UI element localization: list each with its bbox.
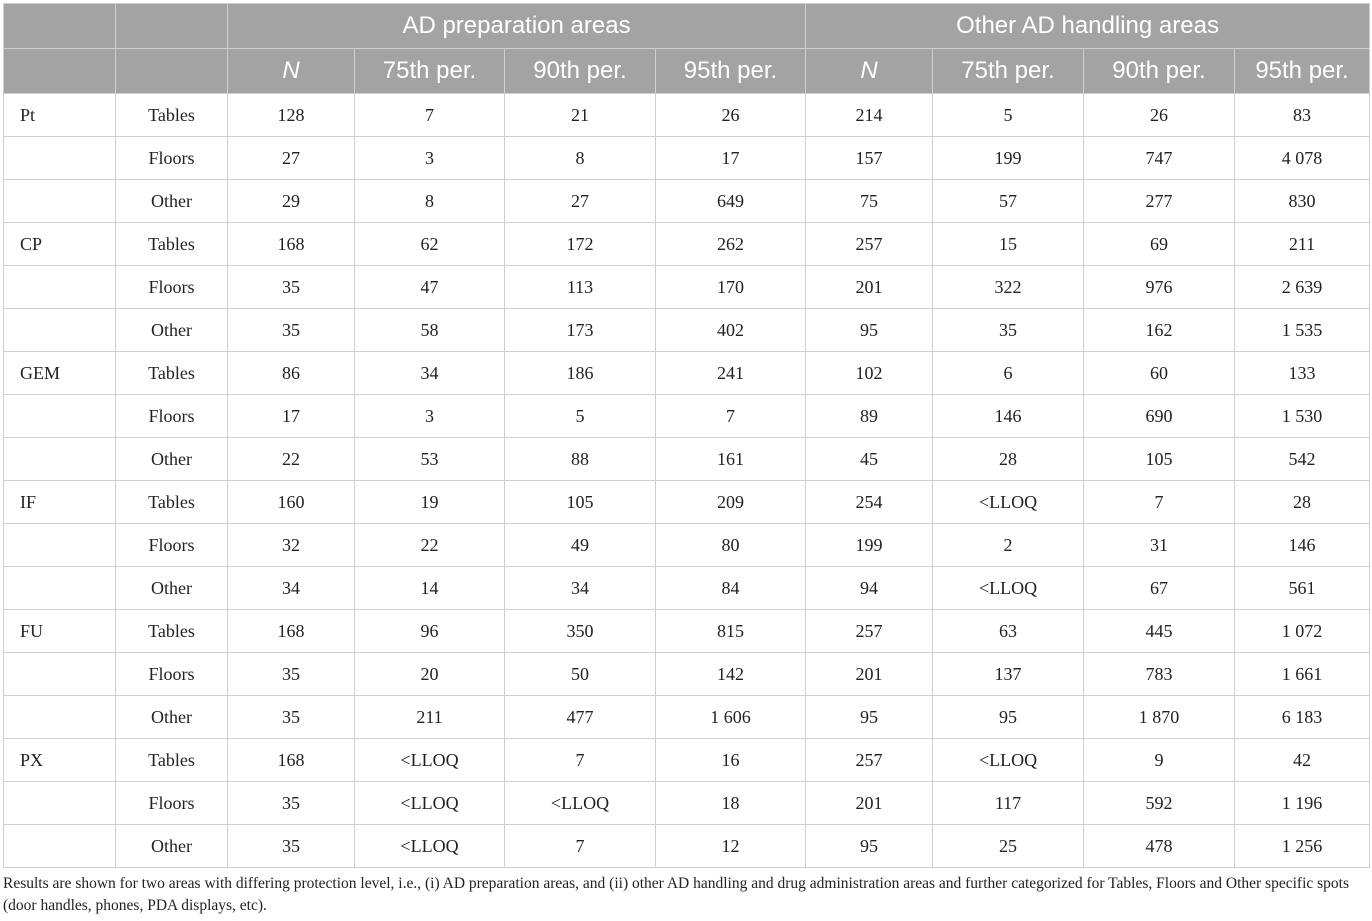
value-cell: 168 <box>228 223 355 266</box>
category-cell: Floors <box>116 524 228 567</box>
value-cell: 976 <box>1084 266 1235 309</box>
column-header-75th: 75th per. <box>933 49 1084 94</box>
value-cell: 133 <box>1235 352 1370 395</box>
value-cell: 16 <box>656 739 806 782</box>
compound-cell: PX <box>4 739 116 782</box>
value-cell: 1 606 <box>656 696 806 739</box>
table-row <box>4 782 1370 825</box>
value-cell: 50 <box>505 653 656 696</box>
category-cell: Floors <box>116 266 228 309</box>
value-cell: 137 <box>933 653 1084 696</box>
value-cell: 18 <box>656 782 806 825</box>
header-blank-cell <box>116 4 228 49</box>
header-group-row <box>4 4 1370 49</box>
value-cell: 75 <box>806 180 933 223</box>
value-cell: 7 <box>505 739 656 782</box>
table-row <box>4 739 1370 782</box>
value-cell: 214 <box>806 94 933 137</box>
table-row <box>4 352 1370 395</box>
value-cell: 1 256 <box>1235 825 1370 868</box>
results-table-container <box>3 3 1369 868</box>
value-cell: 9 <box>1084 739 1235 782</box>
table-body <box>4 94 1370 868</box>
value-cell: 102 <box>806 352 933 395</box>
column-header-n: N <box>806 49 933 94</box>
value-cell: 211 <box>1235 223 1370 266</box>
value-cell: 690 <box>1084 395 1235 438</box>
value-cell: 6 <box>933 352 1084 395</box>
value-cell: 27 <box>505 180 656 223</box>
value-cell: 254 <box>806 481 933 524</box>
value-cell: 1 530 <box>1235 395 1370 438</box>
value-cell: 32 <box>228 524 355 567</box>
category-cell: Floors <box>116 782 228 825</box>
value-cell: 58 <box>355 309 505 352</box>
value-cell: 53 <box>355 438 505 481</box>
compound-cell <box>4 782 116 825</box>
value-cell: 199 <box>933 137 1084 180</box>
value-cell: 7 <box>1084 481 1235 524</box>
value-cell: 783 <box>1084 653 1235 696</box>
compound-cell <box>4 180 116 223</box>
value-cell: 84 <box>656 567 806 610</box>
value-cell: 478 <box>1084 825 1235 868</box>
compound-cell <box>4 137 116 180</box>
category-cell: Other <box>116 825 228 868</box>
value-cell: 26 <box>656 94 806 137</box>
table-row <box>4 438 1370 481</box>
header-blank-cell <box>4 4 116 49</box>
value-cell: 830 <box>1235 180 1370 223</box>
value-cell: 113 <box>505 266 656 309</box>
value-cell: 6 183 <box>1235 696 1370 739</box>
value-cell: 350 <box>505 610 656 653</box>
value-cell: 170 <box>656 266 806 309</box>
value-cell: 95 <box>806 825 933 868</box>
column-header-n: N <box>228 49 355 94</box>
value-cell: 649 <box>656 180 806 223</box>
value-cell: 7 <box>355 94 505 137</box>
value-cell: 95 <box>806 309 933 352</box>
value-cell: 402 <box>656 309 806 352</box>
value-cell: 7 <box>505 825 656 868</box>
value-cell: 25 <box>933 825 1084 868</box>
compound-cell <box>4 524 116 567</box>
value-cell: 8 <box>355 180 505 223</box>
value-cell: 168 <box>228 610 355 653</box>
value-cell: <LLOQ <box>355 739 505 782</box>
category-cell: Tables <box>116 610 228 653</box>
value-cell: 14 <box>355 567 505 610</box>
category-cell: Other <box>116 180 228 223</box>
table-row <box>4 180 1370 223</box>
category-cell: Other <box>116 309 228 352</box>
value-cell: 42 <box>1235 739 1370 782</box>
category-cell: Tables <box>116 481 228 524</box>
value-cell: 83 <box>1235 94 1370 137</box>
table-row <box>4 653 1370 696</box>
compound-cell <box>4 266 116 309</box>
value-cell: 57 <box>933 180 1084 223</box>
value-cell: <LLOQ <box>933 481 1084 524</box>
value-cell: 88 <box>505 438 656 481</box>
compound-cell: GEM <box>4 352 116 395</box>
table-row <box>4 567 1370 610</box>
value-cell: 22 <box>355 524 505 567</box>
value-cell: 3 <box>355 137 505 180</box>
value-cell: <LLOQ <box>505 782 656 825</box>
column-header-90th: 90th per. <box>1084 49 1235 94</box>
value-cell: <LLOQ <box>355 782 505 825</box>
value-cell: 95 <box>806 696 933 739</box>
value-cell: 63 <box>933 610 1084 653</box>
table-row <box>4 94 1370 137</box>
table-row <box>4 610 1370 653</box>
value-cell: 257 <box>806 739 933 782</box>
value-cell: 34 <box>505 567 656 610</box>
value-cell: 94 <box>806 567 933 610</box>
value-cell: 26 <box>1084 94 1235 137</box>
table-row <box>4 481 1370 524</box>
value-cell: 160 <box>228 481 355 524</box>
value-cell: 209 <box>656 481 806 524</box>
value-cell: 105 <box>1084 438 1235 481</box>
group-header-ad-preparation: AD preparation areas <box>228 4 806 49</box>
value-cell: 1 072 <box>1235 610 1370 653</box>
value-cell: 201 <box>806 653 933 696</box>
table-row <box>4 266 1370 309</box>
value-cell: 29 <box>228 180 355 223</box>
value-cell: 49 <box>505 524 656 567</box>
value-cell: 45 <box>806 438 933 481</box>
table-row <box>4 309 1370 352</box>
value-cell: 5 <box>933 94 1084 137</box>
value-cell: 35 <box>228 266 355 309</box>
compound-cell: CP <box>4 223 116 266</box>
table-row <box>4 524 1370 567</box>
compound-cell: IF <box>4 481 116 524</box>
value-cell: 34 <box>228 567 355 610</box>
value-cell: 168 <box>228 739 355 782</box>
value-cell: 747 <box>1084 137 1235 180</box>
value-cell: 96 <box>355 610 505 653</box>
value-cell: 31 <box>1084 524 1235 567</box>
value-cell: 7 <box>656 395 806 438</box>
group-header-other-ad-handling: Other AD handling areas <box>806 4 1370 49</box>
value-cell: 201 <box>806 782 933 825</box>
value-cell: 815 <box>656 610 806 653</box>
value-cell: 445 <box>1084 610 1235 653</box>
value-cell: 35 <box>228 825 355 868</box>
value-cell: 69 <box>1084 223 1235 266</box>
value-cell: 201 <box>806 266 933 309</box>
value-cell: 142 <box>656 653 806 696</box>
value-cell: 95 <box>933 696 1084 739</box>
column-header-90th: 90th per. <box>505 49 656 94</box>
value-cell: 592 <box>1084 782 1235 825</box>
value-cell: 128 <box>228 94 355 137</box>
value-cell: 35 <box>933 309 1084 352</box>
value-cell: 8 <box>505 137 656 180</box>
value-cell: <LLOQ <box>933 567 1084 610</box>
results-table <box>3 3 1370 868</box>
value-cell: 35 <box>228 782 355 825</box>
value-cell: 241 <box>656 352 806 395</box>
value-cell: 3 <box>355 395 505 438</box>
compound-cell: FU <box>4 610 116 653</box>
category-cell: Other <box>116 696 228 739</box>
value-cell: 1 870 <box>1084 696 1235 739</box>
compound-cell <box>4 696 116 739</box>
value-cell: 162 <box>1084 309 1235 352</box>
category-cell: Floors <box>116 137 228 180</box>
compound-cell <box>4 567 116 610</box>
value-cell: 34 <box>355 352 505 395</box>
value-cell: 89 <box>806 395 933 438</box>
value-cell: 12 <box>656 825 806 868</box>
value-cell: 1 196 <box>1235 782 1370 825</box>
category-cell: Tables <box>116 94 228 137</box>
value-cell: 35 <box>228 309 355 352</box>
compound-cell <box>4 825 116 868</box>
value-cell: 60 <box>1084 352 1235 395</box>
header-column-row <box>4 49 1370 94</box>
column-header-95th: 95th per. <box>656 49 806 94</box>
value-cell: 1 535 <box>1235 309 1370 352</box>
category-cell: Other <box>116 438 228 481</box>
value-cell: 561 <box>1235 567 1370 610</box>
value-cell: 211 <box>355 696 505 739</box>
value-cell: 86 <box>228 352 355 395</box>
category-cell: Tables <box>116 223 228 266</box>
compound-cell <box>4 438 116 481</box>
table-header <box>4 4 1370 94</box>
value-cell: 105 <box>505 481 656 524</box>
table-row <box>4 395 1370 438</box>
value-cell: 322 <box>933 266 1084 309</box>
value-cell: 20 <box>355 653 505 696</box>
value-cell: 257 <box>806 223 933 266</box>
value-cell: 117 <box>933 782 1084 825</box>
value-cell: 67 <box>1084 567 1235 610</box>
value-cell: 27 <box>228 137 355 180</box>
value-cell: 542 <box>1235 438 1370 481</box>
value-cell: 477 <box>505 696 656 739</box>
value-cell: 257 <box>806 610 933 653</box>
value-cell: 19 <box>355 481 505 524</box>
value-cell: 2 <box>933 524 1084 567</box>
header-blank-cell <box>116 49 228 94</box>
table-row <box>4 696 1370 739</box>
header-blank-cell <box>4 49 116 94</box>
value-cell: 22 <box>228 438 355 481</box>
column-header-75th: 75th per. <box>355 49 505 94</box>
value-cell: 172 <box>505 223 656 266</box>
value-cell: 21 <box>505 94 656 137</box>
value-cell: <LLOQ <box>933 739 1084 782</box>
compound-cell <box>4 653 116 696</box>
value-cell: 17 <box>228 395 355 438</box>
value-cell: 28 <box>933 438 1084 481</box>
table-row <box>4 825 1370 868</box>
category-cell: Tables <box>116 352 228 395</box>
column-header-95th: 95th per. <box>1235 49 1370 94</box>
value-cell: 1 661 <box>1235 653 1370 696</box>
value-cell: 146 <box>933 395 1084 438</box>
compound-cell <box>4 309 116 352</box>
category-cell: Tables <box>116 739 228 782</box>
value-cell: 17 <box>656 137 806 180</box>
value-cell: 4 078 <box>1235 137 1370 180</box>
value-cell: 35 <box>228 653 355 696</box>
value-cell: 5 <box>505 395 656 438</box>
value-cell: 15 <box>933 223 1084 266</box>
value-cell: 28 <box>1235 481 1370 524</box>
value-cell: <LLOQ <box>355 825 505 868</box>
value-cell: 186 <box>505 352 656 395</box>
compound-cell <box>4 395 116 438</box>
value-cell: 161 <box>656 438 806 481</box>
value-cell: 35 <box>228 696 355 739</box>
value-cell: 146 <box>1235 524 1370 567</box>
category-cell: Other <box>116 567 228 610</box>
table-row <box>4 223 1370 266</box>
value-cell: 62 <box>355 223 505 266</box>
value-cell: 157 <box>806 137 933 180</box>
table-row <box>4 137 1370 180</box>
value-cell: 199 <box>806 524 933 567</box>
value-cell: 2 639 <box>1235 266 1370 309</box>
value-cell: 47 <box>355 266 505 309</box>
value-cell: 277 <box>1084 180 1235 223</box>
value-cell: 80 <box>656 524 806 567</box>
compound-cell: Pt <box>4 94 116 137</box>
value-cell: 262 <box>656 223 806 266</box>
category-cell: Floors <box>116 395 228 438</box>
value-cell: 173 <box>505 309 656 352</box>
category-cell: Floors <box>116 653 228 696</box>
table-footnote: Results are shown for two areas with differing protection level, i.e., (i) AD preparation areas, and (ii) other AD handling and drug administration areas and further categorized for Tables, Floors and Other specific spots (door handles, phones, PDA displays, etc). <box>3 875 1350 914</box>
